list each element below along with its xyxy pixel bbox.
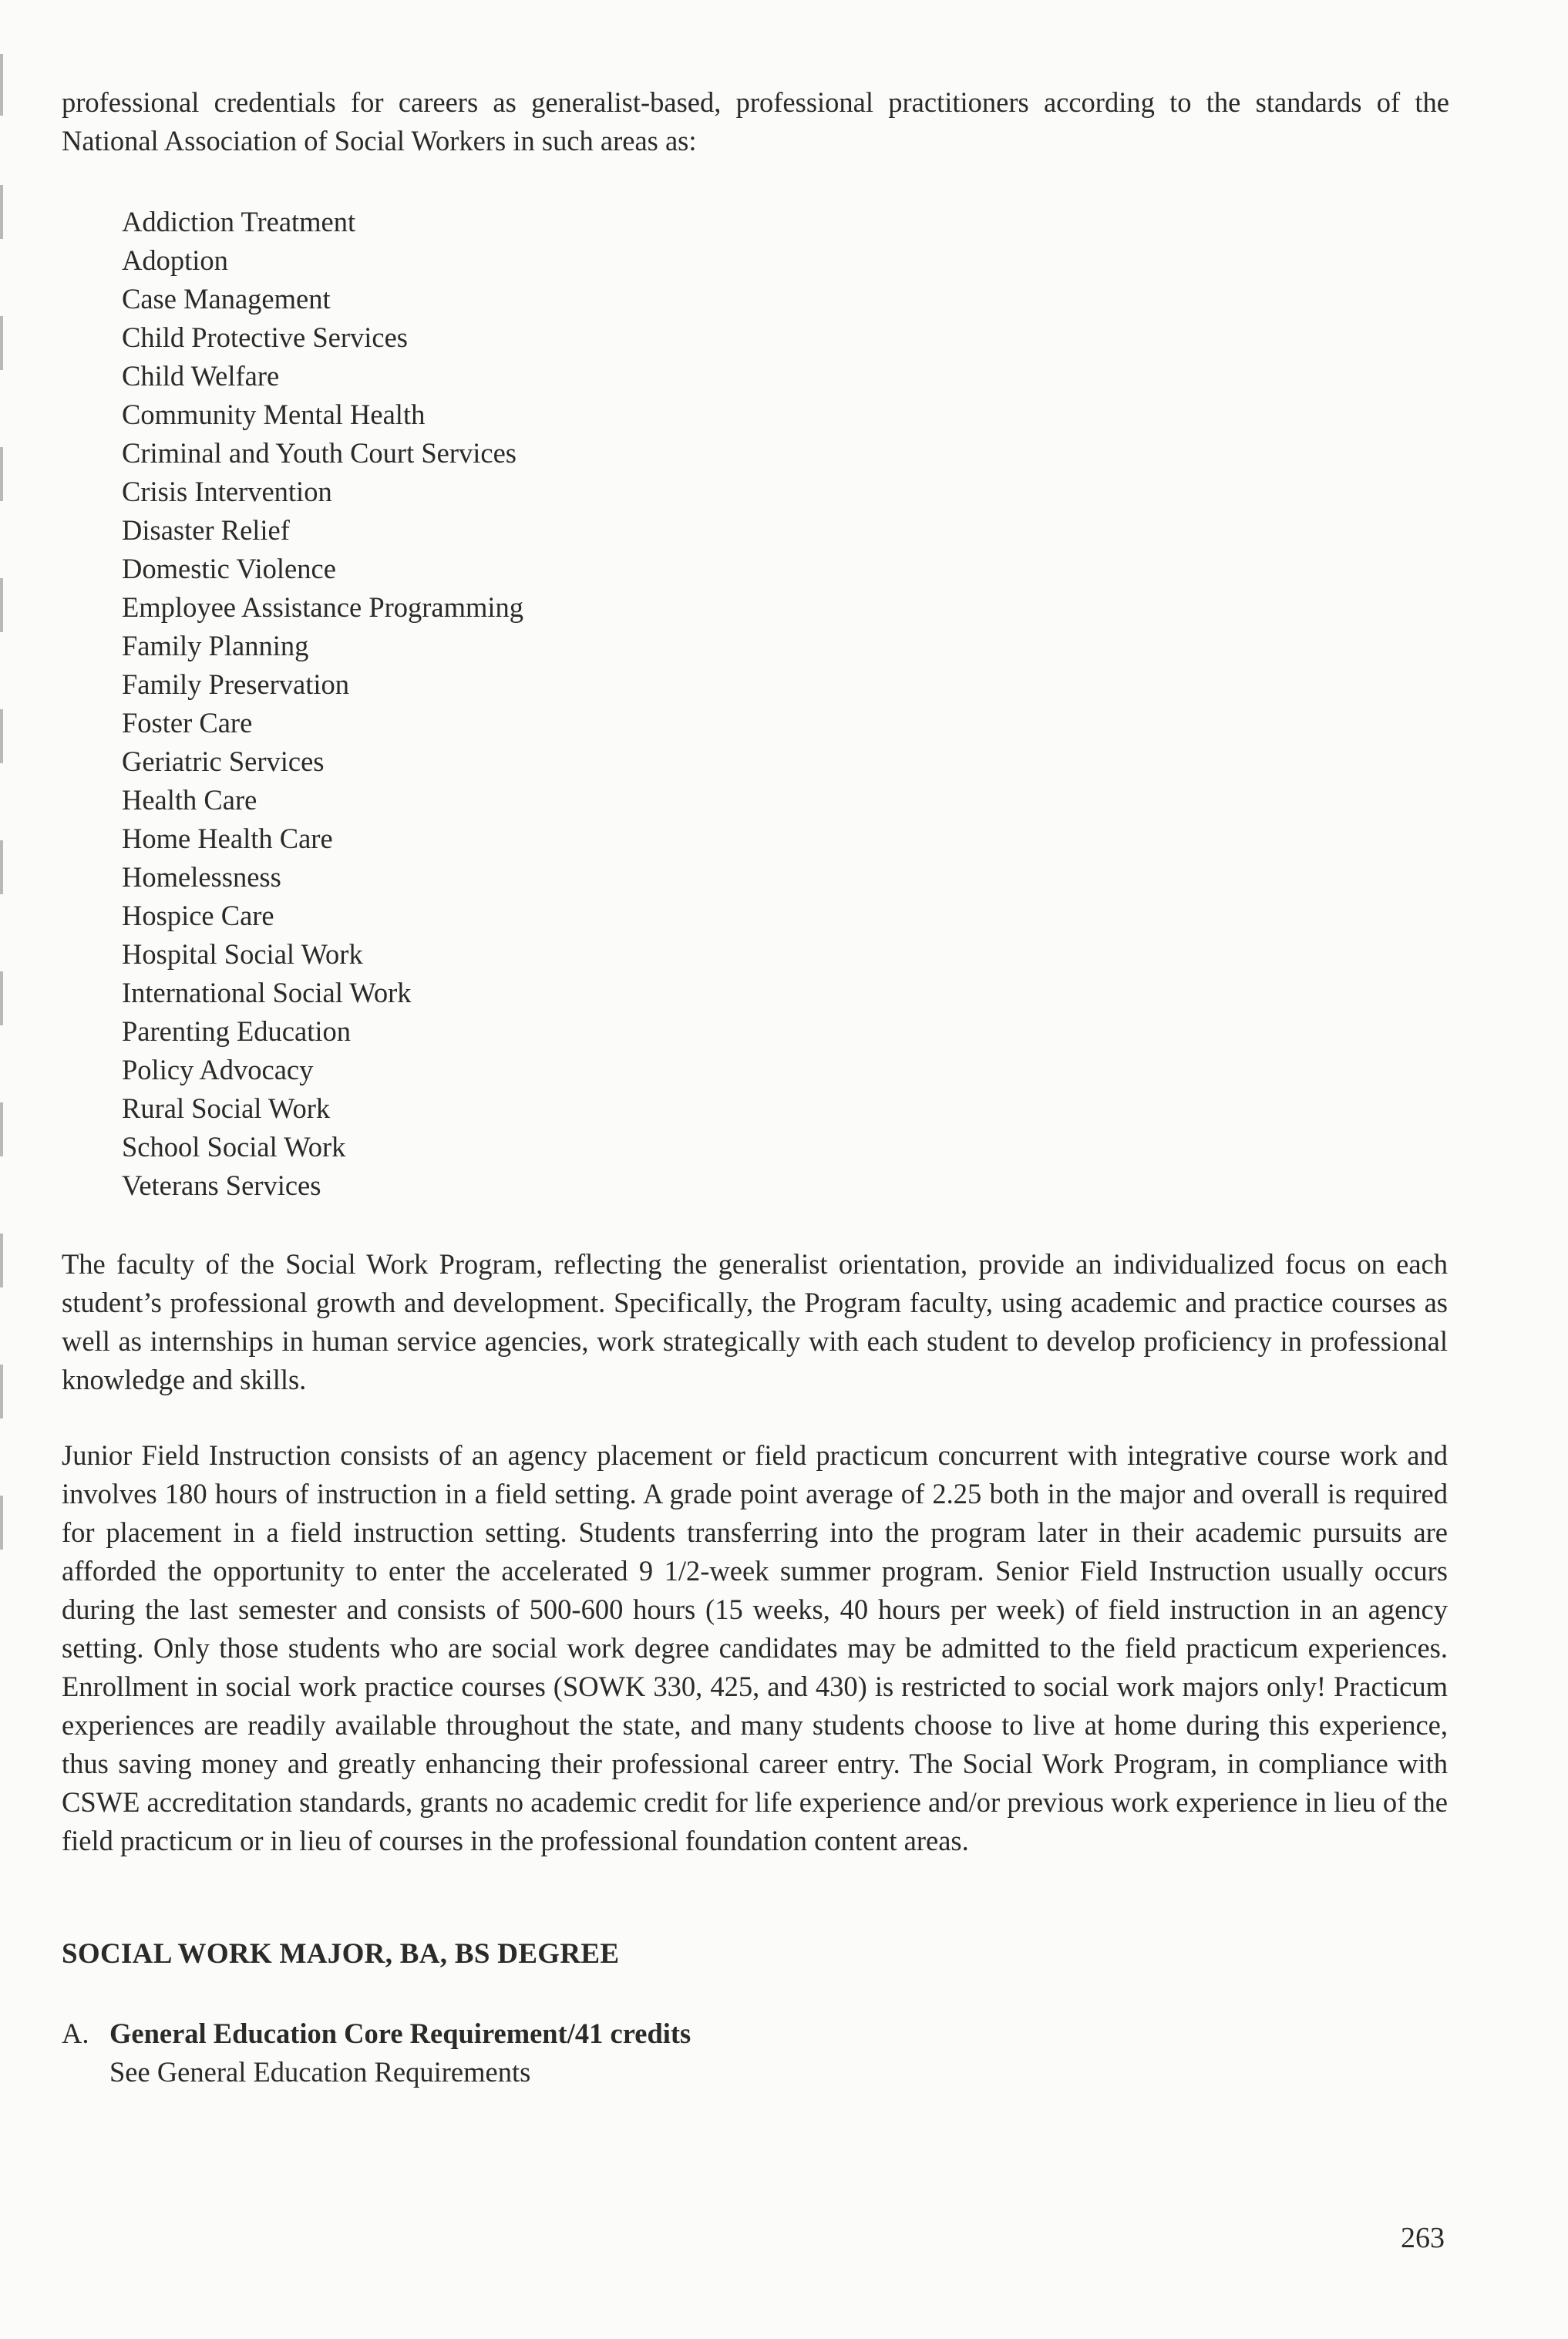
- scan-edge-mark: [0, 1365, 3, 1419]
- scan-edge-mark: [0, 840, 3, 894]
- practice-area-item: Rural Social Work: [122, 1092, 331, 1124]
- section-heading: SOCIAL WORK MAJOR, BA, BS DEGREE: [62, 1938, 620, 1970]
- requirement-note: See General Education Requirements: [109, 2056, 531, 2088]
- scan-edge-mark: [0, 709, 3, 763]
- practice-area-item: Parenting Education: [122, 1015, 351, 1047]
- practice-area-item: Domestic Violence: [122, 553, 336, 584]
- requirement-letter: A.: [62, 2018, 89, 2049]
- practice-area-item: Hospital Social Work: [122, 938, 363, 970]
- practice-area-item: Policy Advocacy: [122, 1054, 314, 1085]
- practice-area-item: Hospice Care: [122, 900, 274, 931]
- practice-area-item: Health Care: [122, 784, 257, 816]
- requirement-title: General Education Core Requirement/41 credits: [109, 2018, 691, 2049]
- practice-area-item: Child Protective Services: [122, 321, 409, 353]
- field-instruction-paragraph: Junior Field Instruction consists of an agency placement or field practicum concurrent with integrative course work and involves 180 hours of instruction in a field setting. A grade point average of 2.25 both in the major and overall is required for placement in a field instruction setting. Students transferring into the program later in their academic pursuits are afforded the opportunity to enter the accelerated 9 1/2-week summer program. Senior Field Instruction usually occurs during the last semester and consists of 500-600 hours (15 weeks, 40 hours per week) of field instruction in an agency setting. Only those students who are social work degree candidates may be admitted to the field practicum experiences. Enrollment in social work practice courses (SOWK 330, 425, and 430) is restricted to social work majors only! Practicum experiences are readily available throughout the state, and many students choose to live at home during this experience, thus saving money and greatly enhancing their professional career entry. The Social Work Program, in compliance with CSWE accreditation standards, grants no academic credit for life experience and/or previous work experience in lieu of the field practicum or in lieu of courses in the professional foundation content areas.: [62, 1439, 1448, 1856]
- intro-paragraph: professional credentials for careers as generalist-based, professional practitioners according to the standards of the National Association of Social Workers in such areas as:: [62, 86, 1449, 156]
- practice-area-item: Foster Care: [122, 707, 253, 739]
- practice-area-item: Veterans Services: [122, 1170, 321, 1201]
- practice-area-item: Employee Assistance Programming: [122, 591, 524, 623]
- practice-area-item: Crisis Intervention: [122, 476, 332, 507]
- scan-edge-mark: [0, 1102, 3, 1156]
- practice-area-item: Disaster Relief: [122, 514, 290, 546]
- scan-edge-mark: [0, 578, 3, 632]
- practice-area-item: Case Management: [122, 283, 331, 315]
- practice-area-item: Criminal and Youth Court Services: [122, 437, 516, 469]
- scan-edge-mark: [0, 54, 3, 116]
- practice-area-item: Geriatric Services: [122, 745, 325, 777]
- practice-areas-list: [122, 203, 523, 1205]
- scan-edge-mark: [0, 971, 3, 1025]
- practice-area-item: Community Mental Health: [122, 399, 426, 430]
- faculty-paragraph: The faculty of the Social Work Program, reflecting the generalist orientation, provide an individualized focus on each student’s professional growth and development. Specifically, the Program faculty, using academic and practice courses as well as internships in human service agencies, work strategically with each student to develop proficiency in professional knowledge and skills.: [62, 1248, 1448, 1395]
- scan-edge-mark: [0, 185, 3, 239]
- practice-area-item: Homelessness: [122, 861, 281, 893]
- page-number: 263: [1401, 2222, 1445, 2254]
- scan-edge-mark: [0, 1233, 3, 1287]
- practice-area-item: Addiction Treatment: [122, 206, 356, 237]
- practice-area-item: International Social Work: [122, 977, 412, 1008]
- scan-edge-mark: [0, 316, 3, 370]
- practice-area-item: Adoption: [122, 244, 228, 276]
- practice-area-item: Child Welfare: [122, 360, 280, 392]
- scan-edge-mark: [0, 447, 3, 501]
- practice-area-item: Family Preservation: [122, 668, 349, 700]
- practice-area-item: Home Health Care: [122, 823, 333, 854]
- practice-area-item: Family Planning: [122, 630, 309, 661]
- scan-edge-mark: [0, 1496, 3, 1550]
- practice-area-item: School Social Work: [122, 1131, 346, 1163]
